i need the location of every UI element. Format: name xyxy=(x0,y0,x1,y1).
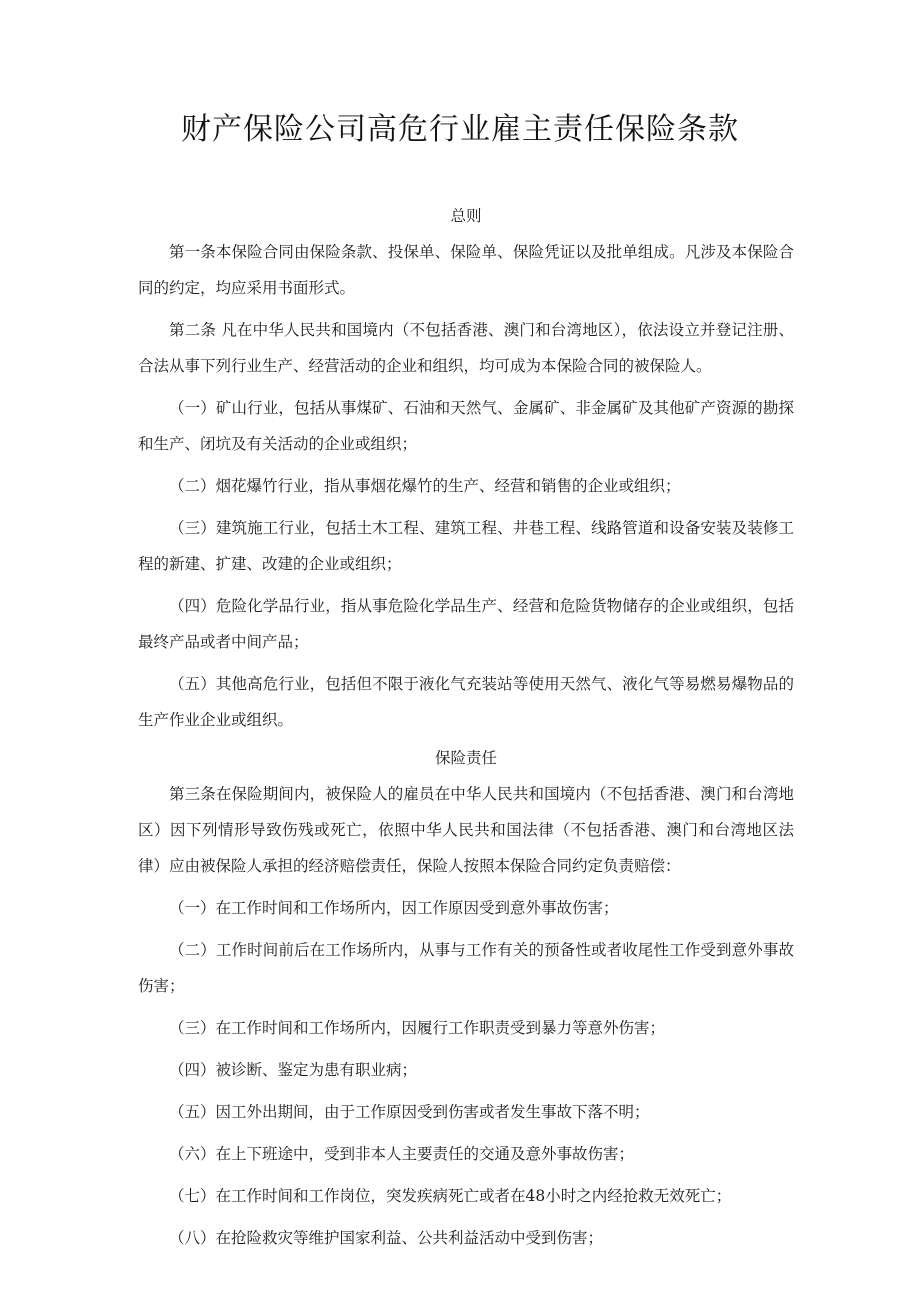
clause-1: 第一条本保险合同由保险条款、投保单、保险单、保险凭证以及批单组成。凡涉及本保险合同的约定，均应采用书面形式。 xyxy=(138,243,794,297)
clause-3-item-6: （六）在上下班途中，受到非本人主要责任的交通及意外事故伤害； xyxy=(169,1145,635,1163)
section-heading-general: 总则 xyxy=(450,207,482,225)
clause-3-item-4: （四）被诊断、鉴定为患有职业病； xyxy=(169,1061,418,1079)
document-title: 财产保险公司高危行业雇主责任保险条款 xyxy=(181,112,739,147)
clause-3-item-5: （五）因工外出期间，由于工作原因受到伤害或者发生事故下落不明； xyxy=(169,1103,650,1121)
document-body xyxy=(138,198,794,1262)
clause-3-item-3: （三）在工作时间和工作场所内，因履行工作职责受到暴力等意外伤害； xyxy=(169,1019,666,1037)
clause-2: 第二条 凡在中华人民共和国境内（不包括香港、澳门和台湾地区），依法设立并登记注册、合法从事下列行业生产、经营活动的企业和组织，均可成为本保险合同的被保险人。 xyxy=(138,321,794,375)
clause-3-item-8: （八）在抢险救灾等维护国家利益、公共利益活动中受到伤害； xyxy=(169,1229,604,1247)
clause-2-item-1: （一）矿山行业，包括从事煤矿、石油和天然气、金属矿、非金属矿及其他矿产资源的勘探和生产、闭坑及有关活动的企业或组织； xyxy=(138,399,794,453)
clause-2-item-3: （三）建筑施工行业，包括土木工程、建筑工程、井巷工程、线路管道和设备安装及装修工程的新建、扩建、改建的企业或组织； xyxy=(138,519,794,573)
clause-3-item-7: （七）在工作时间和工作岗位，突发疾病死亡或者在48小时之内经抢救无效死亡； xyxy=(169,1187,732,1205)
section-heading-liability: 保险责任 xyxy=(434,749,497,767)
clause-2-item-4: （四）危险化学品行业，指从事危险化学品生产、经营和危险货物储存的企业或组织，包括最终产品或者中间产品； xyxy=(138,597,794,651)
clause-3-item-1: （一）在工作时间和工作场所内，因工作原因受到意外事故伤害； xyxy=(169,899,619,917)
clause-2-item-2: （二）烟花爆竹行业，指从事烟花爆竹的生产、经营和销售的企业或组织； xyxy=(169,477,681,495)
clause-3: 第三条在保险期间内，被保险人的雇员在中华人民共和国境内（不包括香港、澳门和台湾地区）因下列情形导致伤残或死亡，依照中华人民共和国法律（不包括香港、澳门和台湾地区法律）应由被保险人承担的经济赔偿责任，保险人按照本保险合同约定负责赔偿： xyxy=(138,785,794,875)
clause-3-item-2: （二）工作时间前后在工作场所内，从事与工作有关的预备性或者收尾性工作受到意外事故伤害； xyxy=(138,941,794,995)
clause-2-item-5: （五）其他高危行业，包括但不限于液化气充装站等使用天然气、液化气等易燃易爆物品的生产作业企业或组织。 xyxy=(138,675,794,729)
